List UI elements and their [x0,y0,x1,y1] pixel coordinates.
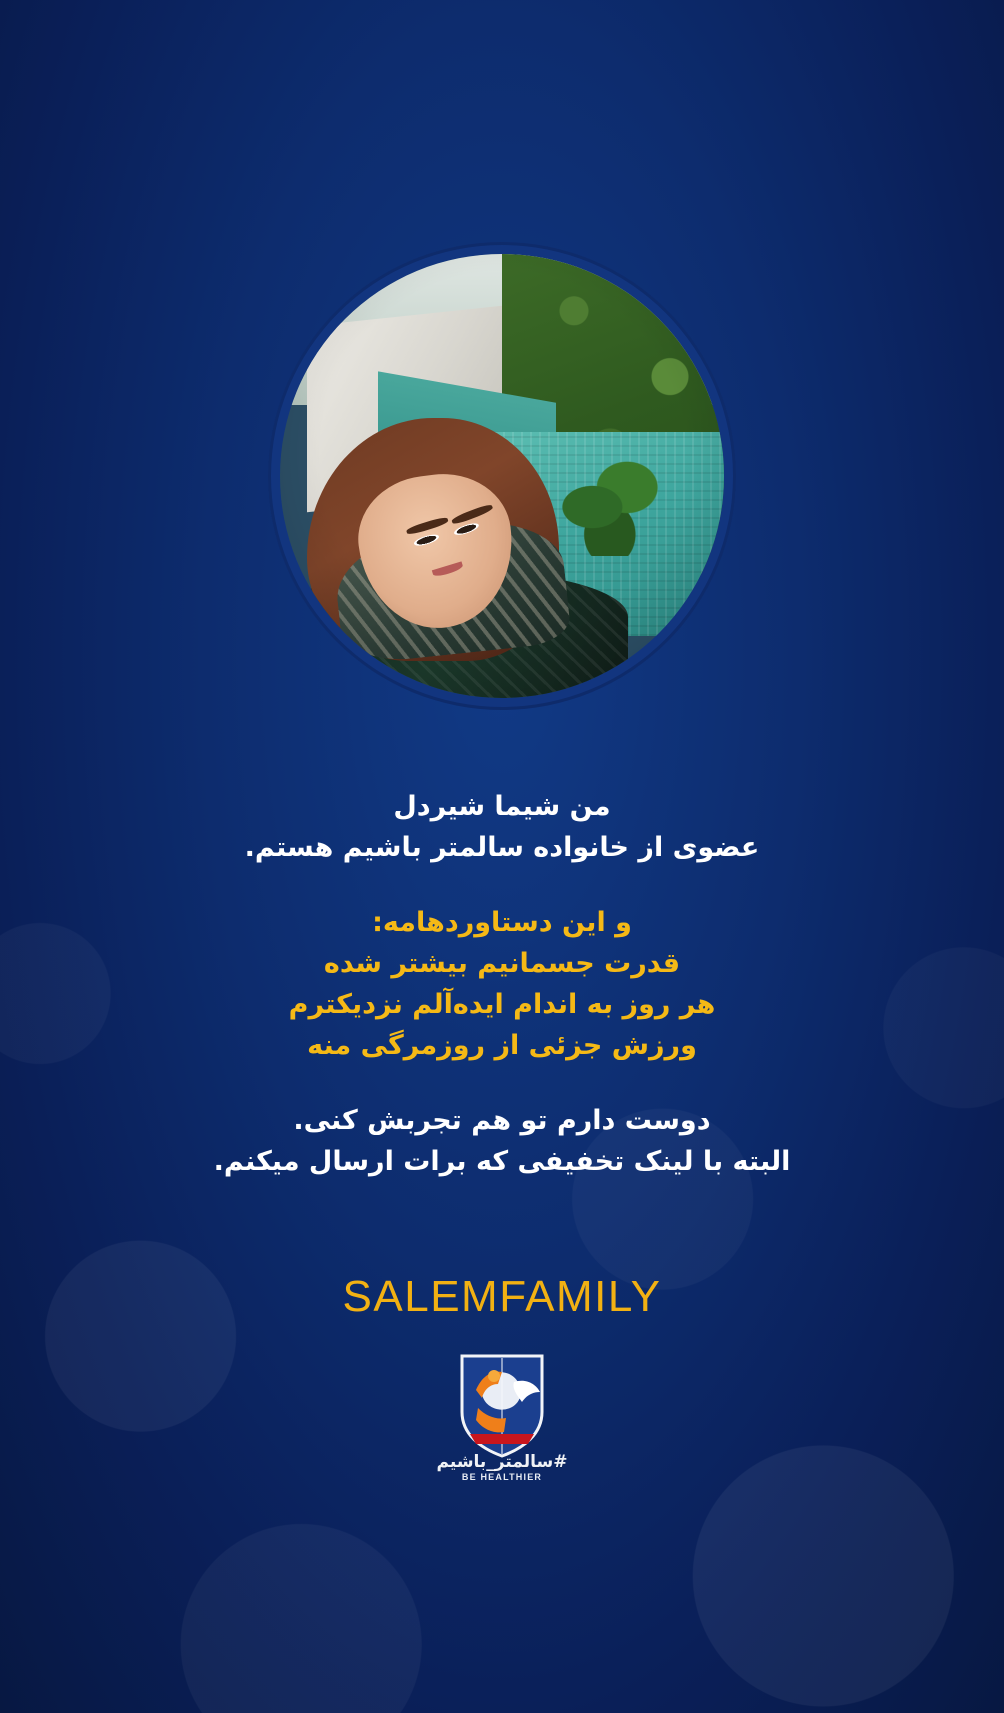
brand-name: SALEMFAMILY [342,1272,662,1321]
intro-line-2: عضوی از خانواده سالمتر باشیم هستم. [244,832,760,864]
achievement-item-3: ورزش جزئی از روزمرگی منه [307,1030,697,1062]
intro-paragraph [0,786,1004,868]
member-portrait-photo [280,254,724,698]
achievements-heading: و این دستاوردهامه: [372,907,632,939]
invite-line-2: البته با لینک تخفیفی که برات ارسال میکنم. [213,1146,791,1178]
invite-line-1: دوست دارم تو هم تجربش کنی. [293,1105,711,1137]
photo-person-eye-left [413,533,440,549]
photo-person-eye-right [453,521,480,537]
portrait-frame [222,196,782,756]
salem-family-shield-logo-icon [436,1338,568,1470]
intro-line-1: من شیما شیردل [393,791,611,822]
poster-text [0,786,1004,1216]
achievement-item-2: هر روز به اندام ایده‌آلم نزدیکترم [288,989,716,1021]
photo-person [280,405,635,698]
logo-caption: #سالمتر_باشیم [436,1452,568,1472]
photo-person-brow-right [451,503,494,525]
achievements-paragraph [0,902,1004,1066]
logo-subcaption: BE HEALTHIER [461,1472,543,1482]
photo-person-brow-left [406,516,449,536]
achievement-item-1: قدرت جسمانیم بیشتر شده [323,948,681,980]
invite-paragraph [0,1100,1004,1182]
photo-person-mouth [432,562,463,578]
